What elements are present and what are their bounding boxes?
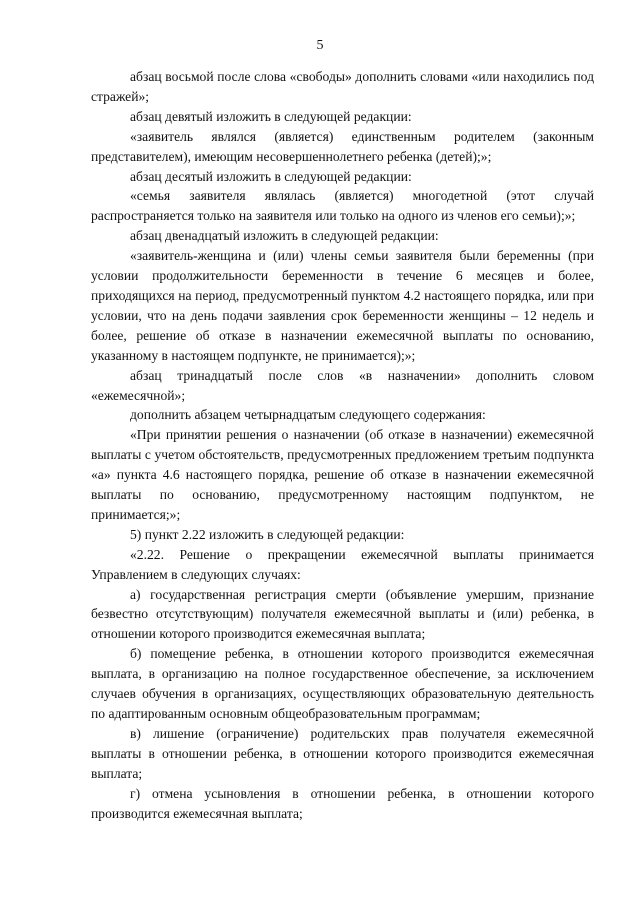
paragraph-15: в) лишение (ограничение) родительских прав получателя ежемесячной выплаты в отношении ребенка, в отношении которого производится ежемесячная выплата;: [91, 725, 594, 781]
paragraph-5: «семья заявителя являлась (является) многодетной (этот случай распространяется только на заявителя или только на одного из членов его семьи);»;: [91, 188, 594, 224]
paragraph-13: а) государственная регистрация смерти (объявление умершим, признание безвестно отсутствующим) получателя ежемесячной выплаты и (или) ребенка, в отношении которого производится ежемесячная выплата;: [91, 586, 594, 642]
paragraph-4: абзац десятый изложить в следующей редакции:: [130, 168, 412, 184]
paragraph-1: абзац восьмой после слова «свободы» дополнить словами «или находились под стражей»;: [91, 69, 594, 104]
document-body: [91, 67, 594, 823]
paragraph-3: «заявитель являлся (является) единственным родителем (законным представителем), имеющим несовершеннолетнего ребенка (детей);»;: [91, 128, 594, 164]
paragraph-7: «заявитель-женщина и (или) члены семьи заявителя были беременны (при условии продолжительности беременности в течение 6 месяцев и более, приходящихся на период, предусмотренный пунктом 4.2 настоящего порядка, или при условии, что на день подачи заявления срок беременности женщины – 12 недель и более, решение об отказе в назначении ежемесячной выплаты по основанию, указанному в настоящем подпункте, не принимается);»;: [91, 248, 594, 363]
paragraph-2: абзац девятый изложить в следующей редакции:: [130, 108, 412, 124]
paragraph-11: 5) пункт 2.22 изложить в следующей редакции:: [130, 526, 405, 542]
paragraph-10: «При принятии решения о назначении (об отказе в назначении) ежемесячной выплаты с учетом обстоятельств, предусмотренных предложением третьим подпункта «а» пункта 4.6 настоящего порядка, решение об отказе в назначении ежемесячной выплаты по основанию, предусмотренному настоящим подпунктом, не принимается;»;: [91, 427, 594, 522]
paragraph-9: дополнить абзацем четырнадцатым следующего содержания:: [130, 407, 486, 423]
paragraph-6: абзац двенадцатый изложить в следующей редакции:: [130, 228, 439, 244]
paragraph-8: абзац тринадцатый после слов «в назначении» дополнить словом «ежемесячной»;: [91, 367, 594, 403]
paragraph-16: г) отмена усыновления в отношении ребенка, в отношении которого производится ежемесячная выплата;: [91, 785, 594, 821]
page-number: 5: [316, 38, 324, 53]
paragraph-14: б) помещение ребенка, в отношении которого производится ежемесячная выплата, в организацию на полное государственное обеспечение, за исключением случаев обучения в организациях, осуществляющих образовательную деятельность по адаптированным основным общеобразовательным программам;: [91, 646, 594, 721]
paragraph-12: «2.22. Решение о прекращении ежемесячной выплаты принимается Управлением в следующих случаях:: [91, 546, 594, 582]
